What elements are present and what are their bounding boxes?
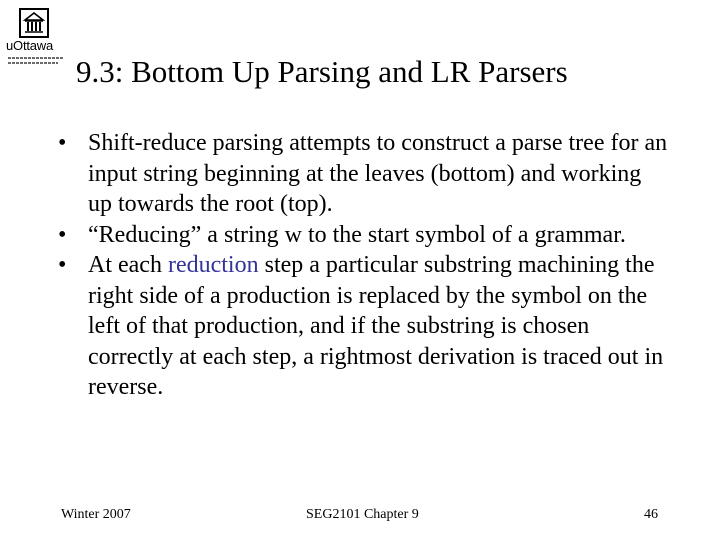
university-logo	[6, 8, 64, 70]
bullet-item	[58, 250, 668, 403]
logo-fine-print	[8, 62, 58, 64]
bullet-text-end: step a particular substring machining the right side of a production is replaced by the symbol on the left of that production, and if the substring is chosen correctly at each step, a rightmost derivation is traced out in reverse.	[88, 252, 664, 400]
bullet-text: Shift-reduce parsing attempts to construct a parse tree for an input string beginning at the leaves (bottom) and working up towards the root (top).	[88, 130, 668, 217]
bullet-text-start: At each	[88, 252, 168, 278]
logo-fine-print	[8, 57, 64, 59]
bullet-item	[58, 220, 668, 251]
crest-icon	[19, 8, 49, 38]
logo-wordmark: uOttawa	[6, 38, 54, 53]
footer-date: Winter 2007	[61, 507, 131, 522]
bullet-dot: •	[58, 252, 67, 278]
bullet-dot: •	[58, 130, 67, 156]
bullet-text: “Reducing” a string w to the start symbol of a grammar.	[88, 221, 626, 248]
bullet-dot: •	[58, 221, 67, 248]
highlighted-term: reduction	[167, 252, 259, 278]
bullet-item	[58, 128, 668, 220]
footer-course: SEG2101 Chapter 9	[306, 507, 419, 522]
slide-title: 9.3: Bottom Up Parsing and LR Parsers	[76, 54, 568, 89]
page-number: 46	[644, 507, 658, 522]
bullet-list	[58, 128, 668, 403]
